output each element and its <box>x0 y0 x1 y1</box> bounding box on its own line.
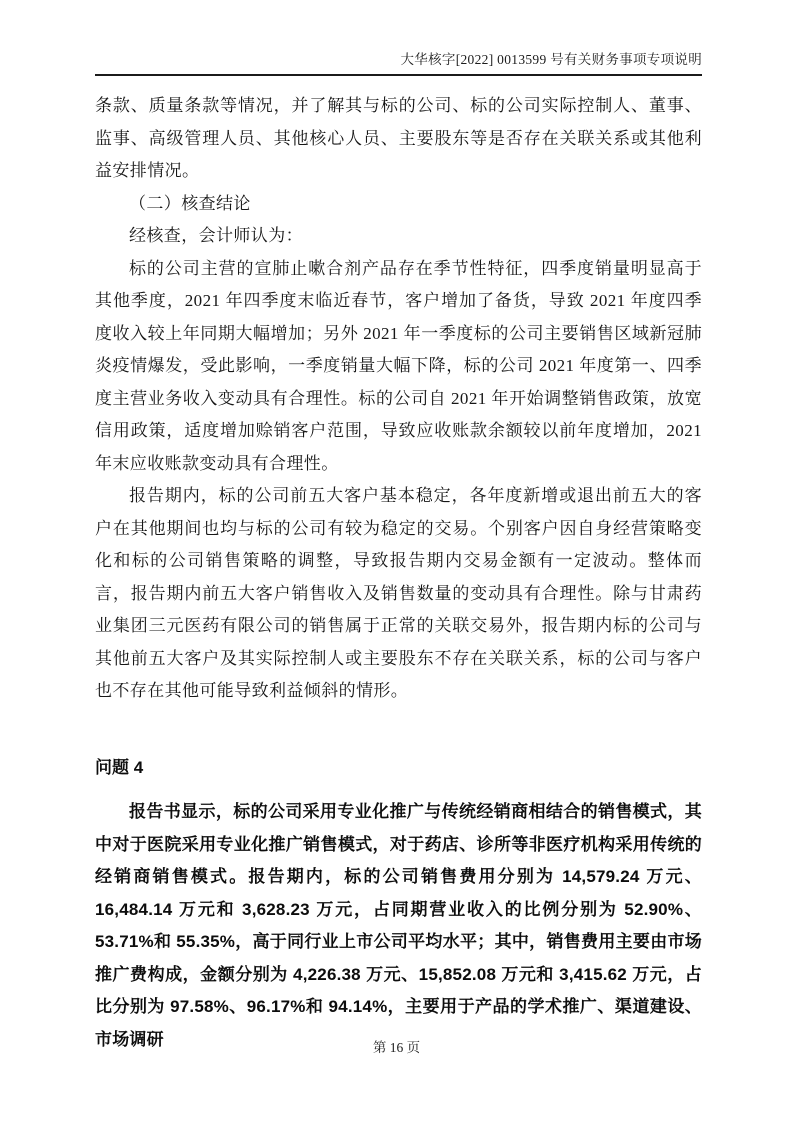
header-title: 大华核字[2022] 0013599 号有关财务事项专项说明 <box>400 52 702 67</box>
paragraph-accountant-intro: 经核查，会计师认为： <box>129 226 303 245</box>
question-4-paragraph: 报告书显示，标的公司采用专业化推广与传统经销商相结合的销售模式，其中对于医院采用专业化推广销售模式，对于药店、诊所等非医疗机构采用传统的经销商销售模式。报告期内，标的公司销售费用分别为 14,579.24 万元、16,484.14 万元和 3,628.23 万元，占同期营业收入的比例分别为 52.90%、53.71%和 55.35%，高于同行业上市公司平均水平；其中，销售费用主要由市场推广费构成，金额分别为 4,226.38 万元、15,852.08 万元和 3,415.62 万元，占比分别为 97.58%、96.17%和 94.14%，主要用于产品的学术推广、渠道建设、市场调研 <box>95 802 702 1049</box>
document-content <box>95 90 702 1056</box>
page-header <box>95 50 702 76</box>
page-number-label: 第 16 页 <box>372 1040 421 1055</box>
paragraph-carryover: 条款、质量条款等情况，并了解其与标的公司、标的公司实际控制人、董事、监事、高级管理人员、其他核心人员、主要股东等是否存在关联关系或其他利益安排情况。 <box>95 96 702 180</box>
section-heading-verification-conclusion: （二）核查结论 <box>129 193 251 213</box>
paragraph-conclusion-top-customers: 报告期内，标的公司前五大客户基本稳定，各年度新增或退出前五大的客户在其他期间也均与标的公司有较为稳定的交易。个别客户因自身经营策略变化和标的公司销售策略的调整，导致报告期内交易金额有一定波动。整体而言，报告期内前五大客户销售收入及销售数量的变动具有合理性。除与甘肃药业集团三元医药有限公司的销售属于正常的关联交易外，报告期内标的公司与其他前五大客户及其实际控制人或主要股东不存在关联关系，标的公司与客户也不存在其他可能导致利益倾斜的情形。 <box>95 486 702 700</box>
page-footer <box>0 1038 793 1058</box>
paragraph-conclusion-seasonality: 标的公司主营的宣肺止嗽合剂产品存在季节性特征，四季度销量明显高于其他季度，2021 年四季度末临近春节，客户增加了备货，导致 2021 年度四季度收入较上年同期大幅增加；另外 2021 年一季度标的公司主要销售区域新冠肺炎疫情爆发，受此影响，一季度销量大幅下降，标的公司 2021 年度第一、四季度主营业务收入变动具有合理性。标的公司自 2021 年开始调整销售政策，放宽信用政策，适度增加赊销客户范围，导致应收账款余额较以前年度增加，2021 年末应收账款变动具有合理性。 <box>95 258 702 473</box>
question-4-heading: 问题 4 <box>95 757 144 777</box>
